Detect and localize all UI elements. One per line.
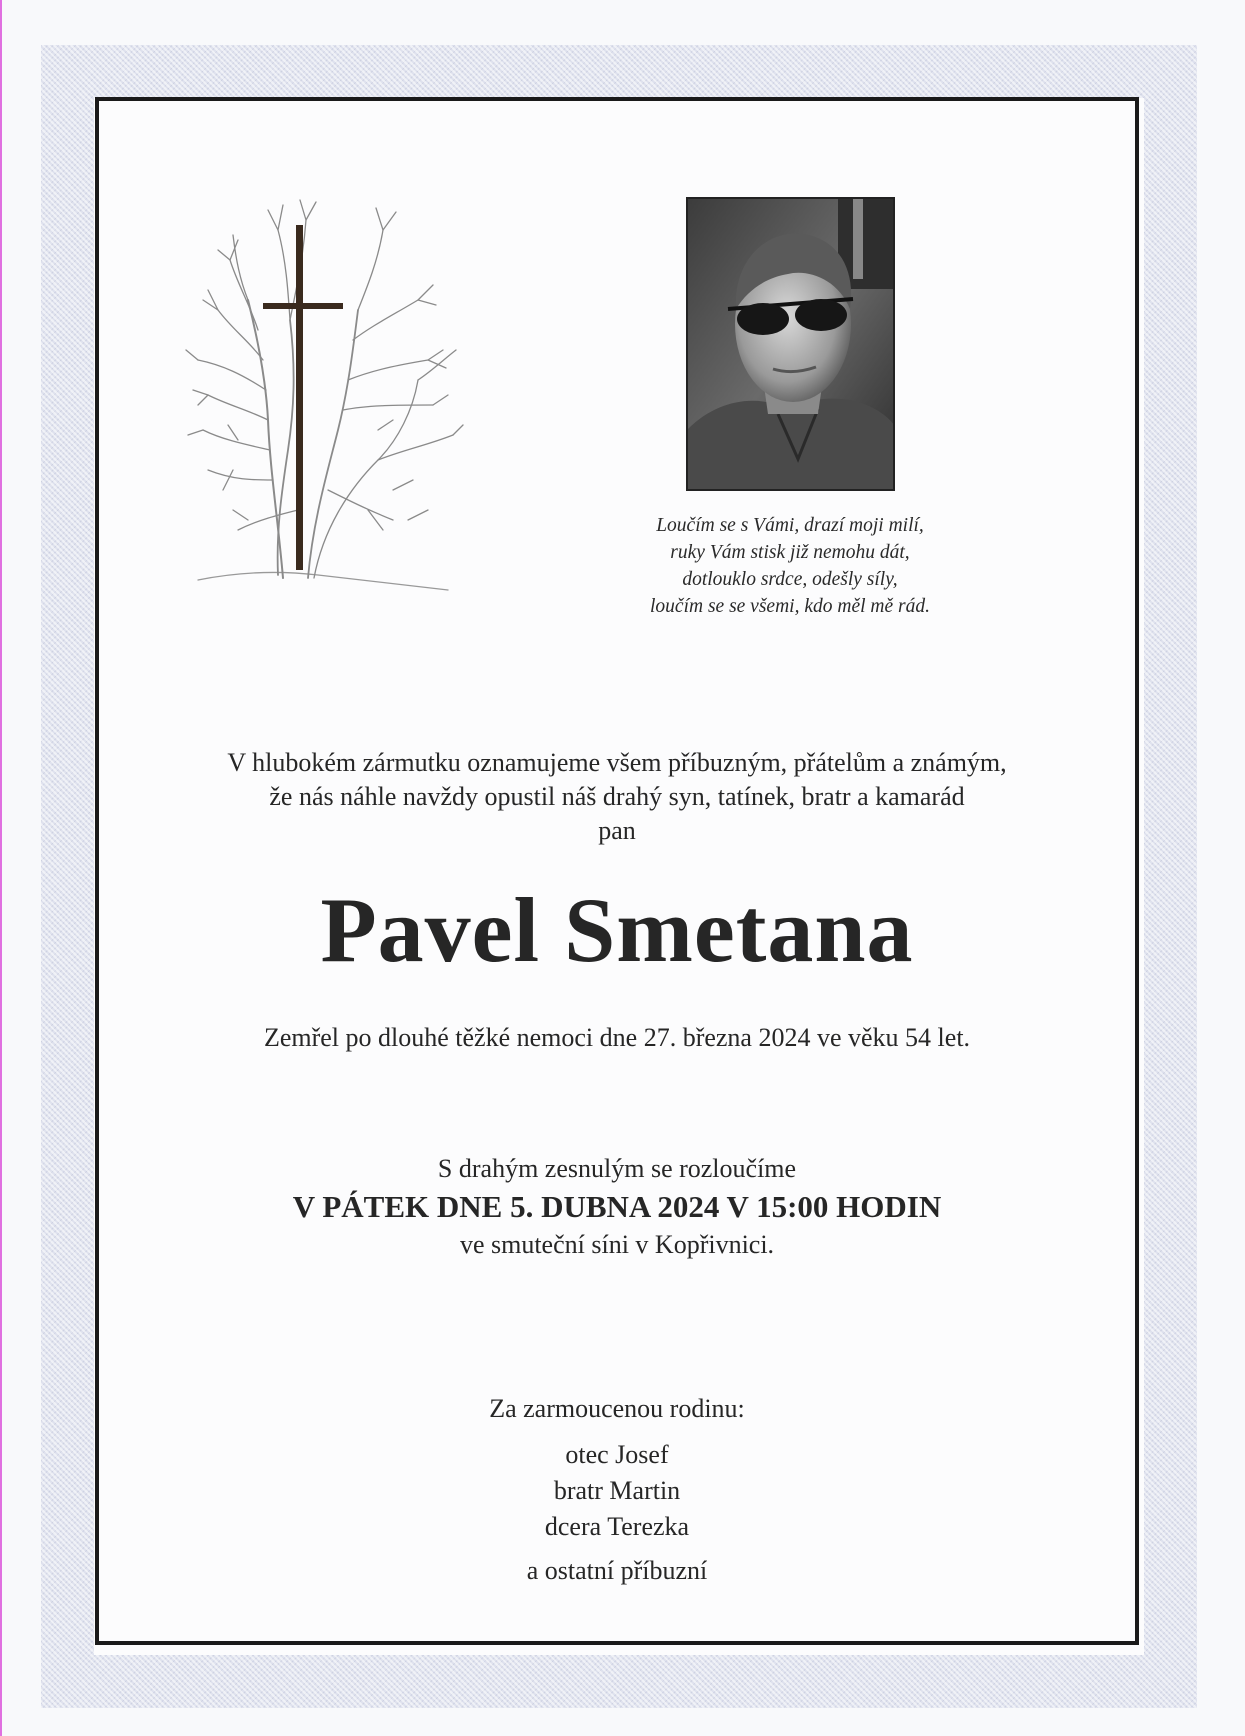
- scan-edge: [0, 0, 2, 1736]
- farewell-info: [95, 1151, 1139, 1263]
- announcement-line: V hlubokém zármutku oznamujeme všem příbuzným, přátelům a známým,: [227, 748, 1007, 777]
- family-member: otec Josef: [565, 1440, 669, 1469]
- poem-line: Loučím se s Vámi, drazí moji milí,: [656, 515, 924, 536]
- family-member: bratr Martin: [553, 1476, 681, 1505]
- announcement-line: že nás náhle navždy opustil náš drahý syn, tatínek, bratr a kamarád: [269, 782, 965, 811]
- family-heading: Za zarmoucenou rodinu:: [489, 1394, 745, 1423]
- portrait-photo: [686, 197, 895, 491]
- farewell-intro: S drahým zesnulým se rozloučíme: [437, 1154, 797, 1183]
- deceased-name: Pavel Smetana: [320, 879, 914, 981]
- tree-cross-illustration: [178, 190, 468, 610]
- announcement-line: pan: [598, 816, 636, 845]
- poem: [580, 512, 1000, 620]
- farewell-place: ve smuteční síni v Kopřivnici.: [459, 1230, 775, 1259]
- family-member: dcera Terezka: [544, 1512, 690, 1541]
- poem-line: loučím se se všemi, kdo měl mě rád.: [650, 596, 930, 617]
- family-others: a ostatní příbuzní: [526, 1556, 708, 1585]
- poem-line: ruky Vám stisk již nemohu dát,: [670, 542, 910, 563]
- announcement: [95, 746, 1139, 848]
- farewell-datetime: V PÁTEK DNE 5. DUBNA 2024 V 15:00 HODIN: [292, 1189, 942, 1224]
- poem-line: dotlouklo srdce, odešly síly,: [682, 569, 898, 590]
- family-signature: [95, 1391, 1139, 1589]
- death-notice: Zemřel po dlouhé těžké nemoci dne 27. března 2024 ve věku 54 let.: [263, 1023, 971, 1052]
